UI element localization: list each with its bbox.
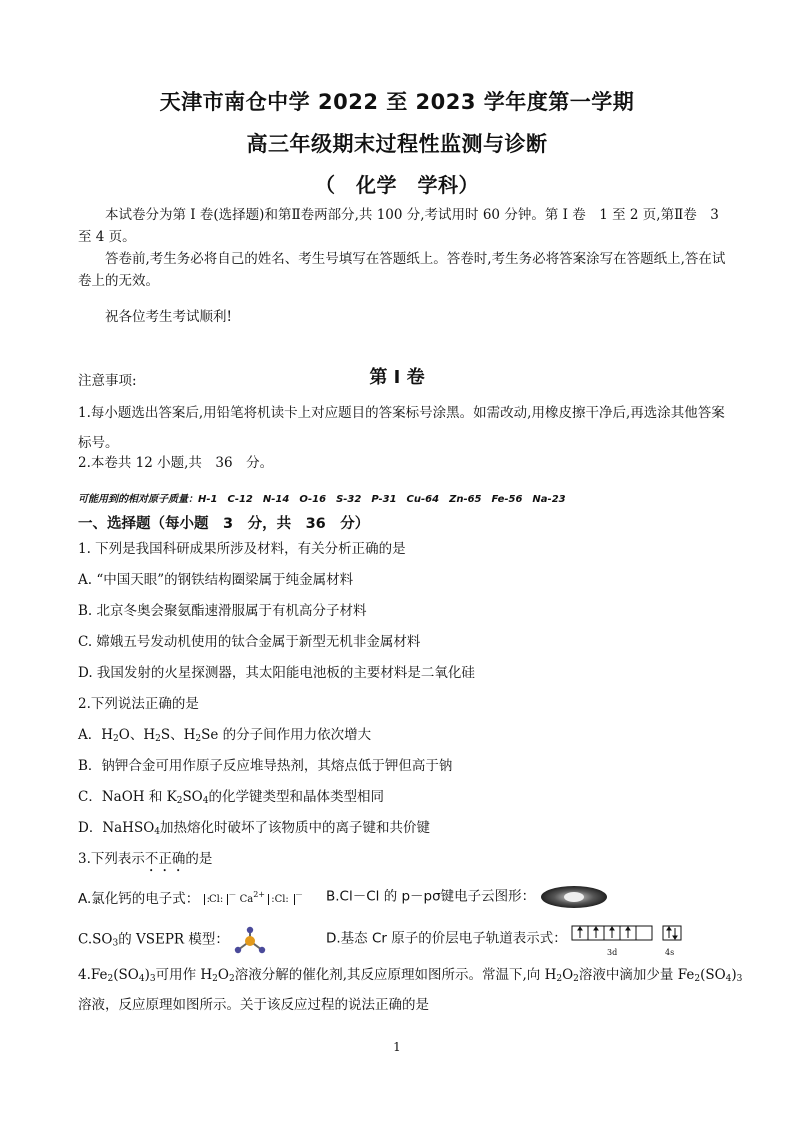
q2c-text-3: 的化学键类型和晶体类型相同 <box>208 789 384 805</box>
sub: 3 <box>112 938 119 949</box>
q4-t: ) <box>144 967 150 983</box>
sub: 2 <box>228 974 235 984</box>
q2a-text-2: O、H <box>118 727 156 743</box>
bracket-right <box>268 894 295 905</box>
q2-stem: 2.下列说法正确的是 <box>78 696 199 712</box>
q4-line-1 <box>78 964 743 990</box>
q2-option-d <box>78 817 728 843</box>
sub: 2 <box>155 734 161 744</box>
q4-line-2: 溶液，反应原理如图所示。关于该反应过程的说法正确的是 <box>78 997 429 1013</box>
cl-symbol: Cl <box>274 894 286 905</box>
q4-t: O <box>562 967 574 983</box>
dots: : <box>285 894 289 905</box>
q3-option-d <box>326 924 683 957</box>
sub: 4 <box>725 974 732 984</box>
sub: 4 <box>138 974 145 984</box>
orbital-4s-label: 4s <box>665 948 675 957</box>
q4-t: 溶液分解的催化剂,其反应原理如图所示。常温下,向 H <box>234 967 557 983</box>
sub: 3 <box>736 974 743 984</box>
orbital-boxes <box>571 924 683 944</box>
note-1: 1.每小题选出答案后,用铅笔将机读卡上对应题目的答案标号涂黑。如需改动,用橡皮擦干净后,再选涂其他答案标号。 <box>78 405 725 451</box>
q1-option-b: B. 北京冬奥会聚氨酯速滑服属于有机高分子材料 <box>78 603 367 619</box>
orbital-diagram <box>571 924 683 957</box>
q3d-label: D.基态 Cr 原子的价层电子轨道表示式： <box>326 930 567 947</box>
ca-symbol: Ca <box>239 894 254 905</box>
q3b-label: B.Cl－Cl 的 p－pσ键电子云图形： <box>326 888 536 905</box>
q3c-label: C.SO <box>78 931 113 948</box>
note-2: 2.本卷共 12 小题,共 36 分。 <box>78 455 274 471</box>
q2-option-c <box>78 786 728 812</box>
q2a-text-1: A．H <box>78 727 114 743</box>
q3c-label-post: 的 VSEPR 模型： <box>118 931 229 948</box>
sub: 2 <box>573 974 579 984</box>
dots: : <box>206 894 209 905</box>
q1-stem: 1. 下列是我国科研成果所涉及材料，有关分析正确的是 <box>78 541 406 557</box>
sub: 2 <box>694 974 701 984</box>
q2d-text-1: D．NaHSO <box>78 820 155 836</box>
charge: － <box>228 890 237 899</box>
charge: 2+ <box>253 890 265 899</box>
q3-row-cd <box>78 924 728 957</box>
q3-stem-2: 的是 <box>185 851 213 867</box>
q2d-text-2: 加热熔化时破坏了该物质中的离子键和共价键 <box>160 820 431 836</box>
intro-paragraph-2: 答卷前,考生务必将自己的姓名、考生号填写在答题纸上。答卷时,考生务必将答案涂写在答题纸上,答在试卷上的无效。 <box>78 251 726 289</box>
q3-option-b <box>326 884 609 910</box>
q3-stem <box>78 848 728 875</box>
q2-option-a <box>78 724 728 750</box>
sub: 2 <box>212 974 218 984</box>
q3-row-ab <box>78 884 728 914</box>
intro-paragraph-1: 本试卷分为第 I 卷(选择题)和第Ⅱ卷两部分,共 100 分,考试用时 60 分钟。第 I 卷 1 至 2 页,第Ⅱ卷 3 至 4 页。 <box>78 207 719 245</box>
q3a-label: A.氯化钙的电子式： <box>78 891 200 907</box>
q1-option-a: A. “中国天眼”的钢铁结构圈梁属于纯金属材料 <box>78 572 354 588</box>
sub: 2 <box>556 974 563 984</box>
orbital-3d-label: 3d <box>607 948 618 957</box>
subject-title: （ 化学 学科） <box>315 173 479 197</box>
q4-t: 可用作 H <box>155 967 213 983</box>
sub: 3 <box>149 974 156 984</box>
cacl2-electron-formula <box>204 884 303 911</box>
sub: 2 <box>176 796 183 806</box>
cl-symbol: Cl <box>208 894 220 905</box>
sub: 4 <box>154 827 161 837</box>
q3-stem-emphasis: 不正确 <box>144 851 186 867</box>
q1-option-c: C. 嫦娥五号发动机使用的钛合金属于新型无机非金属材料 <box>78 634 421 650</box>
page-number: 1 <box>393 1040 401 1054</box>
sub: 2 <box>107 974 114 984</box>
sub: 2 <box>113 734 119 744</box>
q2c-text-2: SO <box>182 789 203 805</box>
exam-title: 天津市南仓中学 2022 至 2023 学年度第一学期 <box>159 90 635 114</box>
dots: : <box>271 894 275 905</box>
so3-vsepr-icon <box>233 926 267 954</box>
electron-cloud-diagram <box>539 884 609 910</box>
notes-label: 注意事项: <box>78 373 137 389</box>
q2-option-b: B．钠钾合金可用作原子反应堆导热剂，其熔点低于钾但高于钠 <box>78 758 453 774</box>
sub: 4 <box>202 796 209 806</box>
dots: : <box>219 894 223 905</box>
exam-subtitle: 高三年级期末过程性监测与诊断 <box>246 132 548 156</box>
sub: 2 <box>195 734 202 744</box>
q1-option-d: D. 我国发射的火星探测器，其太阳能电池板的主要材料是二氧化硅 <box>78 665 475 681</box>
charge: － <box>294 890 303 899</box>
section-title: 第 I 卷 <box>369 367 425 388</box>
part-heading: 一、选择题（每小题 3 分，共 36 分） <box>78 516 370 532</box>
q3-stem-1: 3.下列表示 <box>78 851 145 867</box>
q2a-text-4: Se 的分子间作用力依次增大 <box>201 727 372 743</box>
q4-t: O <box>217 967 229 983</box>
q3-option-c <box>78 926 267 955</box>
q2c-text-1: C．NaOH 和 K <box>78 789 177 805</box>
q4-t: 溶液中滴加少量 Fe <box>578 967 695 983</box>
q4-t: 4.Fe <box>78 967 108 983</box>
wish-line: 祝各位考生考试顺利! <box>105 309 232 325</box>
q4-t: ) <box>731 967 737 983</box>
bracket-left <box>204 894 229 905</box>
q4-t: (SO <box>700 967 726 983</box>
q4-t: (SO <box>113 967 139 983</box>
atomic-masses: 可能用到的相对原子质量：H-1 C-12 N-14 O-16 S-32 P-31 Cu-64 Zn-65 Fe-56 Na-23 <box>78 494 566 505</box>
q2a-text-3: S、H <box>160 727 196 743</box>
q3-option-a <box>78 886 303 913</box>
